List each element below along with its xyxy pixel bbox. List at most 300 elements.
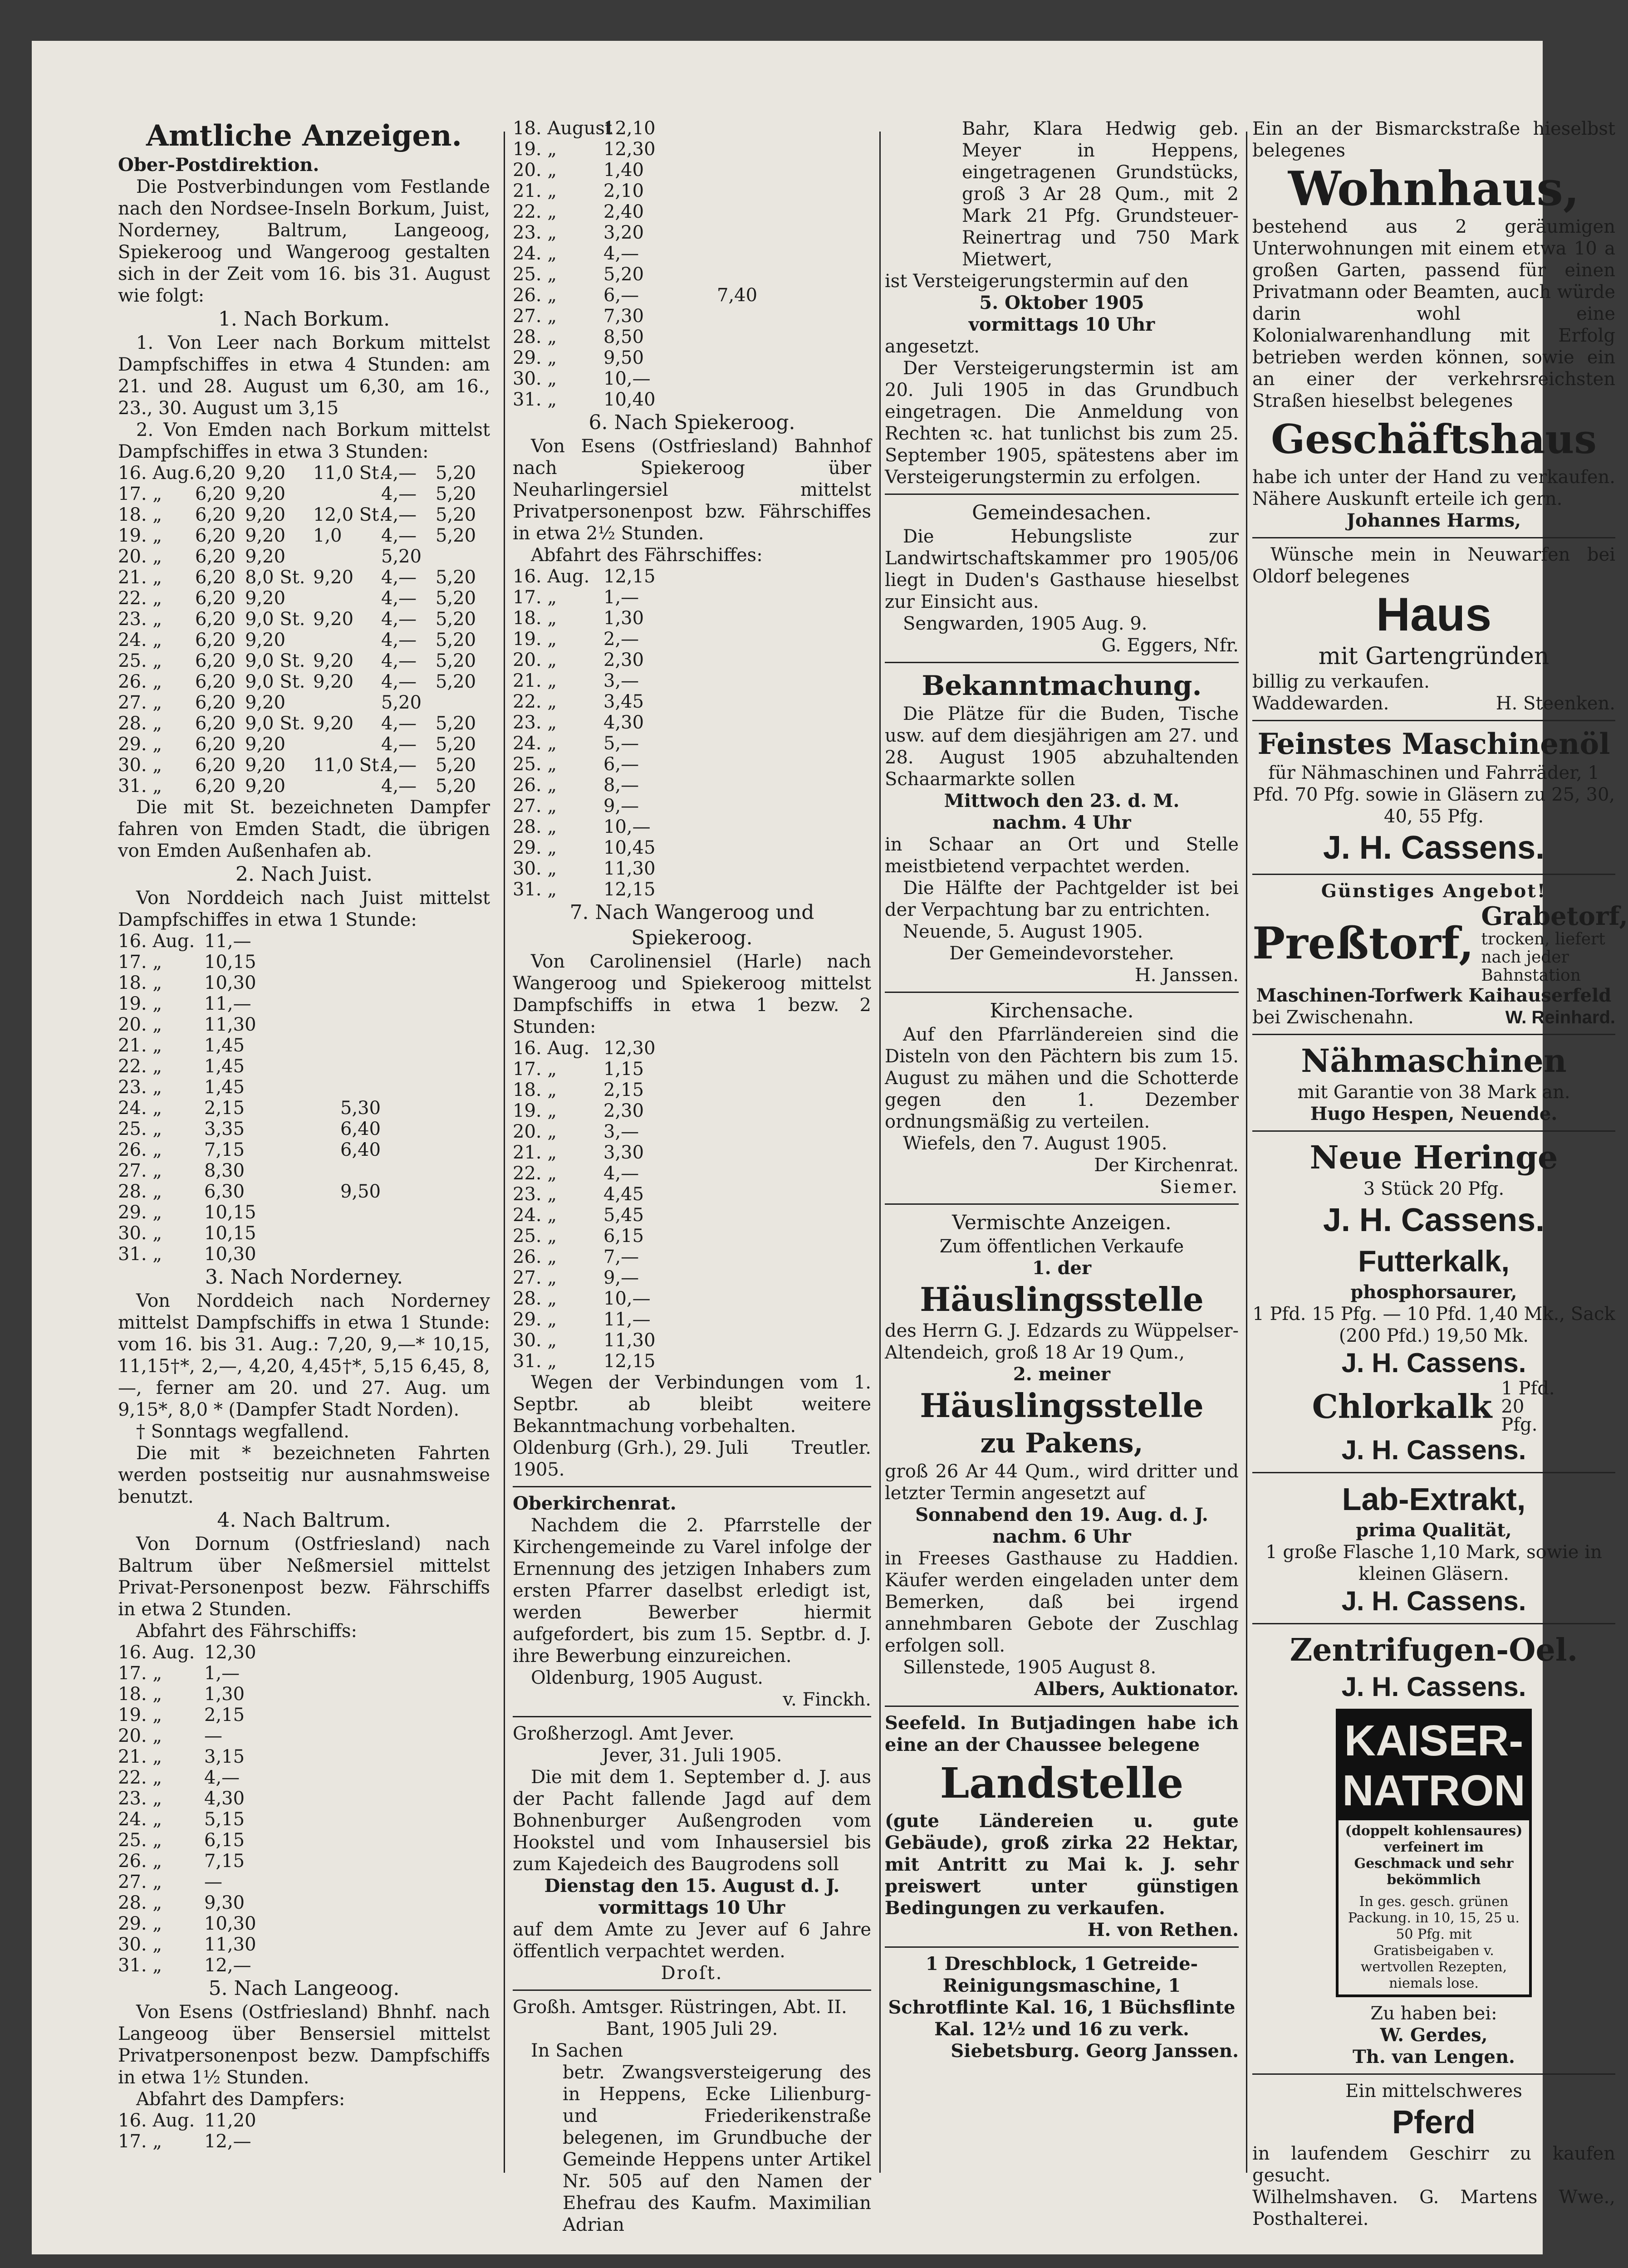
divider	[885, 1203, 1239, 1205]
timetable-cell: 7,15	[204, 1851, 245, 1872]
cassens-name: J. H. Cassens.	[1323, 830, 1545, 866]
authority-title: Ober-Postdirektion.	[118, 154, 319, 176]
timetable-row	[513, 1059, 871, 1080]
timetable-cell: 11,—	[204, 931, 251, 952]
timetable-row	[513, 879, 871, 900]
s1-text: 2. Von Emden nach Borkum mittelst Dampfschiffes in etwa 3 Stunden:	[118, 420, 490, 462]
kir-text: Auf den Pfarrländereien sind die Disteln von den Pächtern bis zum 15. August zu mähen und die Schotterde gegen den 1. Dezember ordnungsmäßig zu verteilen.	[885, 1024, 1239, 1132]
timetable-cell: 19. „	[118, 1705, 162, 1725]
sign-name: Treutler.	[791, 1437, 871, 1458]
timetable-cell	[717, 181, 785, 201]
timetable-row	[513, 264, 871, 285]
s2-title: 2. Nach Juist.	[235, 863, 373, 886]
timetable-cell: 12,—	[204, 2131, 251, 2152]
cassens-name: J. H. Cassens.	[1341, 1435, 1526, 1465]
timetable-cell: 7,40	[717, 285, 758, 306]
intro-text: Die Postverbindungen vom Festlande nach den Nordsee-Inseln Borkum, Juist, Norderney, Baltrum, Langeoog, Spiekeroog und Wangeroog gestalten sich in der Zeit vom 16. bis 31. August wie folgt:	[118, 176, 490, 306]
timetable-cell: 4,—	[381, 755, 417, 776]
timetable-cell: 17. „	[118, 1663, 162, 1684]
timetable-cell: 10,30	[204, 973, 256, 993]
timetable-row	[118, 671, 490, 692]
timetable-cell: 4,—	[603, 243, 639, 264]
timetable-row	[118, 2110, 490, 2131]
timetable-cell	[340, 1056, 413, 1077]
timetable-cell	[436, 546, 485, 567]
timetable-cell: 30. „	[513, 858, 557, 879]
timetable-cell: 10,15	[204, 952, 256, 973]
timetable-cell: 5,20	[603, 264, 644, 285]
timetable-cell: 18. „	[513, 1080, 557, 1100]
timetable-cell: 22. „	[118, 1767, 162, 1788]
divider	[885, 1946, 1239, 1948]
ag-text3: Der Versteigerungstermin ist am 20. Juli 1905 in das Grundbuch eingetragen. Die Anmeldung von Rechten ꝛc. hat tunlichst bis zum 25. September 1905, spätestens aber im Versteigerungstermin zu erfolgen.	[885, 358, 1239, 488]
timetable-cell: 20. „	[118, 546, 162, 567]
timetable-cell: 2,30	[603, 1100, 644, 1121]
timetable-cell: 27. „	[513, 306, 557, 327]
timetable-cell: 11,30	[603, 1330, 656, 1351]
timetable-row	[118, 1892, 490, 1913]
timetable-cell: 24. „	[118, 630, 162, 650]
timetable-cell: 21. „	[513, 181, 557, 201]
timetable-row	[118, 463, 490, 484]
timetable-cell: 9,0 St.	[245, 609, 305, 630]
timetable-cell: 6,20	[195, 567, 236, 588]
timetable-cell: 9,20	[245, 546, 286, 567]
bek-title: Bekanntmachung.	[922, 670, 1202, 702]
timetable-cell: 4,—	[381, 504, 417, 525]
timetable-cell: 6,20	[195, 463, 236, 484]
sign-place: Oldenburg (Grh.), 29. Juli 1905.	[513, 1437, 749, 1480]
timetable-cell: 7,15	[204, 1139, 245, 1160]
fk-text: 1 Pfd. 15 Pfg. — 10 Pfd. 1,40 Mk., Sack (200 Pfd.) 19,50 Mk.	[1252, 1304, 1615, 1346]
timetable-cell: 29. „	[118, 1913, 162, 1934]
divider	[1252, 2073, 1615, 2075]
timetable-cell: 5,20	[436, 525, 476, 546]
divider	[513, 1716, 871, 1717]
timetable-cell: 5,20	[436, 713, 476, 734]
timetable-cell: 5,20	[436, 734, 476, 755]
fk-big: Futterkalk,	[1358, 1244, 1510, 1278]
timetable-cell: 2,15	[204, 1098, 245, 1119]
timetable-cell	[717, 306, 785, 327]
timetable-row	[513, 181, 871, 201]
s6-title: 6. Nach Spiekeroog.	[588, 411, 795, 434]
timetable-cell: 4,—	[381, 713, 417, 734]
timetable-cell: 4,—	[381, 463, 417, 484]
ok-title: Oberkirchenrat.	[513, 1493, 677, 1514]
timetable-row	[513, 816, 871, 837]
timetable-borkum	[118, 463, 490, 797]
timetable-cell	[717, 327, 785, 347]
timetable-row	[513, 1351, 871, 1372]
timetable-cell: 9,20	[245, 484, 286, 504]
timetable-cell: 18. „	[118, 504, 162, 525]
s4-sub: Abfahrt des Fährschiffs:	[136, 1621, 358, 1642]
amt-date: Jever, 31. Juli 1905.	[602, 1745, 782, 1766]
timetable-cell: 9,20	[313, 650, 354, 671]
section-heading: Amtliche Anzeigen.	[146, 119, 462, 153]
timetable-row	[118, 755, 490, 776]
timetable-cell	[717, 222, 785, 243]
timetable-cell: 29. „	[513, 1309, 557, 1330]
timetable-cell: 27. „	[118, 1872, 162, 1892]
timetable-cell: 25. „	[513, 754, 557, 775]
s5-title: 5. Nach Langeoog.	[208, 1977, 400, 2000]
column-2	[513, 118, 871, 2235]
timetable-cell: 12,15	[603, 566, 656, 587]
timetable-cell: 4,—	[381, 609, 417, 630]
kn-line: (doppelt kohlensaures) verfeinert im Geschmack und sehr bekömmlich	[1345, 1823, 1523, 1888]
timetable-cell	[340, 931, 413, 952]
timetable-cell: 26. „	[118, 1851, 162, 1872]
ag-line: ist Versteigerungstermin auf den	[885, 271, 1189, 292]
ver-bold: Sonnabend den 19. Aug. d. J.	[915, 1504, 1208, 1525]
timetable-cell: 7,—	[603, 1246, 639, 1267]
timetable-row	[118, 609, 490, 630]
timetable-row	[118, 1830, 490, 1851]
column-rule	[879, 132, 881, 2173]
timetable-cell	[313, 734, 381, 755]
timetable-row	[513, 650, 871, 670]
timetable-row	[118, 504, 490, 525]
timetable-row	[118, 1934, 490, 1955]
timetable-row	[118, 1119, 490, 1139]
timetable-cell: 31. „	[118, 776, 162, 797]
timetable-cell: 10,30	[204, 1913, 256, 1934]
timetable-row	[513, 243, 871, 264]
timetable-cell: 16. Aug.	[513, 566, 590, 587]
timetable-cell: 11,—	[204, 993, 251, 1014]
timetable-cell: 5,20	[436, 776, 476, 797]
hs-sign-row	[1252, 693, 1615, 714]
hs-line: billig zu verkaufen.	[1252, 671, 1430, 692]
timetable-cell: 28. „	[118, 1181, 162, 1202]
timetable-cell: 4,—	[381, 650, 417, 671]
timetable-cell: 9,—	[603, 1267, 639, 1288]
timetable-row	[118, 931, 490, 952]
timetable-cell	[717, 389, 785, 410]
divider	[1252, 1034, 1615, 1035]
timetable-cell: 1,45	[204, 1035, 245, 1056]
timetable-row	[118, 993, 490, 1014]
timetable-cell: 16. Aug.	[118, 931, 195, 952]
timetable-cell: 24. „	[513, 1205, 557, 1226]
timetable-cell: 5,20	[436, 588, 476, 609]
timetable-cell: 18. „	[513, 608, 557, 629]
pf-text: in laufendem Geschirr zu kaufen gesucht.	[1252, 2143, 1615, 2186]
timetable-cell: 26. „	[118, 1139, 162, 1160]
timetable-row	[513, 285, 871, 306]
timetable-row	[513, 1184, 871, 1205]
timetable-cell: 4,—	[381, 734, 417, 755]
timetable-baltrum	[118, 1642, 490, 1976]
timetable-cell: 1,15	[603, 1059, 644, 1080]
divider	[1252, 720, 1615, 721]
mo-text: für Nähmaschinen und Fahrräder, 1 Pfd. 70 Pfg. sowie in Gläsern zu 25, 30, 40, 55 Pfg.	[1252, 763, 1615, 827]
timetable-cell: 20. „	[118, 1014, 162, 1035]
timetable-cell	[313, 630, 381, 650]
timetable-cell: 3,20	[603, 222, 644, 243]
kn-line: Zu haben bei:	[1370, 2003, 1497, 2024]
pt-big: Preßtorf,	[1252, 918, 1474, 969]
amt-date-bold: Dienstag den 15. August d. J.	[544, 1875, 840, 1897]
column-rule	[504, 132, 505, 2173]
timetable-cell: 5,20	[436, 671, 476, 692]
timetable-cell: 23. „	[118, 1077, 162, 1098]
timetable-row	[513, 1121, 871, 1142]
timetable-cell: 4,—	[381, 776, 417, 797]
timetable-cell: 4,30	[204, 1788, 245, 1809]
timetable-cell	[340, 973, 413, 993]
timetable-row	[118, 588, 490, 609]
timetable-cell: 9,30	[204, 1892, 245, 1913]
timetable-cell	[313, 776, 381, 797]
timetable-cell: 6,20	[195, 734, 236, 755]
see-big: Landstelle	[940, 1759, 1184, 1808]
timetable-cell: 1,40	[603, 160, 644, 181]
timetable-cell: 29. „	[118, 1202, 162, 1223]
column-4	[1252, 118, 1628, 2229]
timetable-cell: 8,50	[603, 327, 644, 347]
timetable-cell: 2,10	[603, 181, 644, 201]
timetable-cell: 2,—	[603, 629, 639, 650]
amt-title: Großherzogl. Amt Jever.	[513, 1723, 735, 1744]
timetable-cell: 8,30	[204, 1160, 245, 1181]
ag-title: Großh. Amtsger. Rüstringen, Abt. II.	[513, 1997, 847, 2018]
timetable-row	[118, 1098, 490, 1119]
timetable-cell: 21. „	[513, 670, 557, 691]
timetable-cell: 1,30	[603, 608, 644, 629]
timetable-row	[513, 1100, 871, 1121]
timetable-cell	[717, 160, 785, 181]
timetable-cell: 11,0 St.	[313, 463, 385, 484]
timetable-cell: 3,15	[204, 1746, 245, 1767]
timetable-row	[513, 1226, 871, 1246]
timetable-cell: 19. „	[118, 993, 162, 1014]
pt-line: trocken, liefert nach jeder Bahnstation	[1481, 930, 1605, 985]
timetable-cell: 28. „	[118, 713, 162, 734]
pt-row	[1252, 901, 1628, 985]
timetable-row	[118, 1684, 490, 1705]
bek-date: Neuende, 5. August 1905.	[903, 921, 1143, 942]
nm-line: mit Garantie von 38 Mark an.	[1297, 1082, 1570, 1103]
timetable-cell	[340, 1244, 413, 1265]
timetable-cell: 5,20	[436, 463, 476, 484]
kir-date: Wiefels, den 7. August 1905.	[903, 1133, 1167, 1154]
s4-title: 4. Nach Baltrum.	[217, 1509, 391, 1532]
timetable-cell: 10,15	[204, 1202, 256, 1223]
timetable-cell: 25. „	[513, 264, 557, 285]
s1-text: 1. Von Leer nach Borkum mittelst Dampfschiffes in etwa 4 Stunden: am 21. und 28. August um 6,30, am 16., 23., 30. August um 3,15	[118, 332, 490, 419]
timetable-cell: 31. „	[118, 1955, 162, 1976]
timetable-row	[118, 1746, 490, 1767]
timetable-cell: 11,30	[204, 1934, 256, 1955]
timetable-cell: 19. „	[118, 525, 162, 546]
timetable-cell: 31. „	[118, 1244, 162, 1265]
nm-sign: Hugo Hespen, Neuende.	[1310, 1103, 1558, 1124]
timetable-row	[513, 754, 871, 775]
timetable-row	[513, 1330, 871, 1351]
timetable-cell: 3,45	[603, 691, 644, 712]
timetable-row	[118, 484, 490, 504]
timetable-cell: 31. „	[513, 389, 557, 410]
pt-line: Grabetorf,	[1481, 901, 1628, 931]
bek-text3: Die Hälfte der Pachtgelder ist bei der Verpachtung bar zu entrichten.	[885, 878, 1239, 920]
le-big: Lab-Extrakt,	[1342, 1481, 1526, 1517]
timetable-cell: 4,—	[381, 630, 417, 650]
cassens-name: J. H. Cassens.	[1341, 1672, 1526, 1702]
timetable-cell: 5,20	[436, 609, 476, 630]
timetable-cell: 16. Aug.	[118, 1642, 195, 1663]
timetable-cell: 2,15	[204, 1705, 245, 1725]
timetable-cell: 27. „	[513, 1267, 557, 1288]
timetable-cell: 3,—	[603, 1121, 639, 1142]
timetable-cell: 11,0 St.	[313, 755, 385, 776]
nm-big: Nähmaschinen	[1301, 1042, 1567, 1080]
timetable-cell: 9,20	[245, 525, 286, 546]
timetable-row	[513, 796, 871, 816]
see-text: (gute Ländereien u. gute Gebäude), groß zirka 22 Hektar, mit Antritt zu Mai k. J. sehr preiswert unter günstigen Bedingungen zu verkaufen.	[885, 1810, 1239, 1919]
ag-text2: angesetzt.	[885, 336, 980, 357]
wh-text: Ein an der Bismarckstraße hieselbst belegenes	[1252, 118, 1615, 161]
s1-title: 1. Nach Borkum.	[218, 308, 390, 331]
timetable-cell: 18. August	[513, 118, 612, 139]
bek-bold: Mittwoch den 23. d. M.	[944, 790, 1180, 811]
s5-text: Von Esens (Ostfriesland) Bhnhf. nach Langeoog über Bensersiel mittelst Privatpersonenpost bezw. Dampfschiffs in etwa 1½ Stunden.	[118, 2002, 490, 2088]
timetable-juist	[118, 931, 490, 1265]
zo-big: Zentrifugen-Oel.	[1290, 1632, 1578, 1668]
timetable-cell	[717, 139, 785, 160]
timetable-row	[513, 201, 871, 222]
timetable-cell: 5,30	[340, 1098, 381, 1119]
ver-big: Häuslingsstelle	[920, 1386, 1204, 1425]
timetable-cell: 23. „	[118, 1788, 162, 1809]
timetable-cell: 29. „	[513, 347, 557, 368]
timetable-cell: 12,30	[603, 1038, 656, 1059]
timetable-cell: 4,—	[381, 525, 417, 546]
timetable-row	[118, 1160, 490, 1181]
le-line: prima Qualität,	[1356, 1520, 1512, 1541]
pf-line: Ein mittelschweres	[1345, 2081, 1522, 2102]
timetable-row	[513, 1142, 871, 1163]
divider	[513, 1486, 871, 1487]
timetable-cell	[313, 692, 381, 713]
timetable-cell: 6,20	[195, 776, 236, 797]
timetable-cell: 3,—	[603, 670, 639, 691]
ck-big: Chlorkalk	[1312, 1387, 1492, 1426]
timetable-cell: 5,20	[436, 484, 476, 504]
timetable-cell: 9,20	[245, 463, 286, 484]
pt-line: Maschinen-Torfwerk Kaihauserfeld	[1256, 985, 1612, 1006]
timetable-cell: 25. „	[118, 1830, 162, 1851]
timetable-row	[513, 566, 871, 587]
timetable-row	[513, 670, 871, 691]
timetable-cell: 23. „	[513, 1184, 557, 1205]
timetable-row	[513, 1080, 871, 1100]
bek-sign: Der Gemeindevorsteher.	[949, 943, 1174, 964]
timetable-row	[513, 1038, 871, 1059]
timetable-cell: 6,15	[603, 1226, 644, 1246]
timetable-cell: 20. „	[513, 1121, 557, 1142]
timetable-cell: 6,15	[204, 1830, 245, 1851]
timetable-cell: 11,30	[603, 858, 656, 879]
timetable-cell: 5,20	[436, 504, 476, 525]
timetable-cell: 6,20	[195, 546, 236, 567]
ag-date: Bant, 1905 Juli 29.	[606, 2019, 778, 2039]
gem-sign: G. Eggers, Nfr.	[1101, 635, 1239, 656]
timetable-cell: 4,—	[381, 484, 417, 504]
timetable-cell: 5,20	[381, 692, 422, 713]
timetable-row	[118, 2131, 490, 2152]
timetable-row	[118, 1809, 490, 1830]
timetable-cell: 4,—	[381, 588, 417, 609]
timetable-row	[118, 1077, 490, 1098]
timetable-cell: 20. „	[513, 650, 557, 670]
hs-text: Wünsche mein in Neuwarfen bei Oldorf belegenes	[1252, 544, 1615, 587]
timetable-cell: 24. „	[118, 1098, 162, 1119]
timetable-cell: 6,30	[204, 1181, 245, 1202]
timetable-cell: 6,20	[195, 650, 236, 671]
timetable-wangeroog	[513, 1038, 871, 1372]
timetable-cell: 9,20	[313, 609, 354, 630]
timetable-cell: 2,40	[603, 201, 644, 222]
timetable-cell: 9,50	[340, 1181, 381, 1202]
timetable-row	[118, 1663, 490, 1684]
timetable-cell: 6,20	[195, 504, 236, 525]
timetable-cell	[340, 1014, 413, 1035]
timetable-row	[118, 1913, 490, 1934]
s3-note: † Sonntags wegfallend.	[136, 1421, 349, 1442]
timetable-cell: 7,30	[603, 306, 644, 327]
timetable-cell: 26. „	[513, 285, 557, 306]
bek-bold: nachm. 4 Uhr	[992, 812, 1131, 833]
ver-date: Sillenstede, 1905 August 8.	[903, 1657, 1157, 1678]
bek-sign: H. Janssen.	[1134, 965, 1239, 986]
ag-bold: 5. Oktober 1905	[979, 292, 1144, 313]
timetable-cell: 28. „	[118, 1892, 162, 1913]
timetable-cell: 6,20	[195, 630, 236, 650]
timetable-cell: 12,30	[204, 1642, 256, 1663]
timetable-cell: 22. „	[513, 691, 557, 712]
timetable-cell	[340, 1077, 413, 1098]
kn-line: In ges. gesch. grünen Packung. in 10, 15, 25 u. 50 Pfg. mit Gratisbeigaben v. wertvollen Rezepten, niemals lose.	[1348, 1894, 1520, 1991]
timetable-cell: 22. „	[118, 588, 162, 609]
timetable-cell: 10,15	[204, 1223, 256, 1244]
timetable-cell: 17. „	[118, 2131, 162, 2152]
timetable-cell: 25. „	[118, 650, 162, 671]
pt-line: Günstiges Angebot!	[1321, 880, 1547, 902]
le-text: 1 große Flasche 1,10 Mark, sowie in kleinen Gläsern.	[1265, 1542, 1602, 1584]
fk-line: phosphorsaurer,	[1350, 1281, 1517, 1303]
timetable-cell: 30. „	[118, 1223, 162, 1244]
bek-text: Die Plätze für die Buden, Tische usw. auf dem diesjährigen am 27. und 28. August 1905 abzuhaltenden Schaarmarkte sollen	[885, 704, 1239, 790]
timetable-cell: 6,20	[195, 671, 236, 692]
timetable-row	[513, 139, 871, 160]
timetable-cell: 27. „	[118, 1160, 162, 1181]
timetable-cell: 21. „	[118, 1746, 162, 1767]
timetable-cell: 2,15	[603, 1080, 644, 1100]
timetable-row	[118, 952, 490, 973]
amt-sign: Droſt.	[661, 1963, 723, 1984]
timetable-row	[513, 222, 871, 243]
timetable-row	[513, 389, 871, 410]
timetable-row	[513, 1205, 871, 1226]
timetable-cell	[717, 243, 785, 264]
timetable-row	[118, 525, 490, 546]
timetable-row	[118, 1872, 490, 1892]
timetable-row	[118, 1642, 490, 1663]
timetable-cell	[313, 588, 381, 609]
